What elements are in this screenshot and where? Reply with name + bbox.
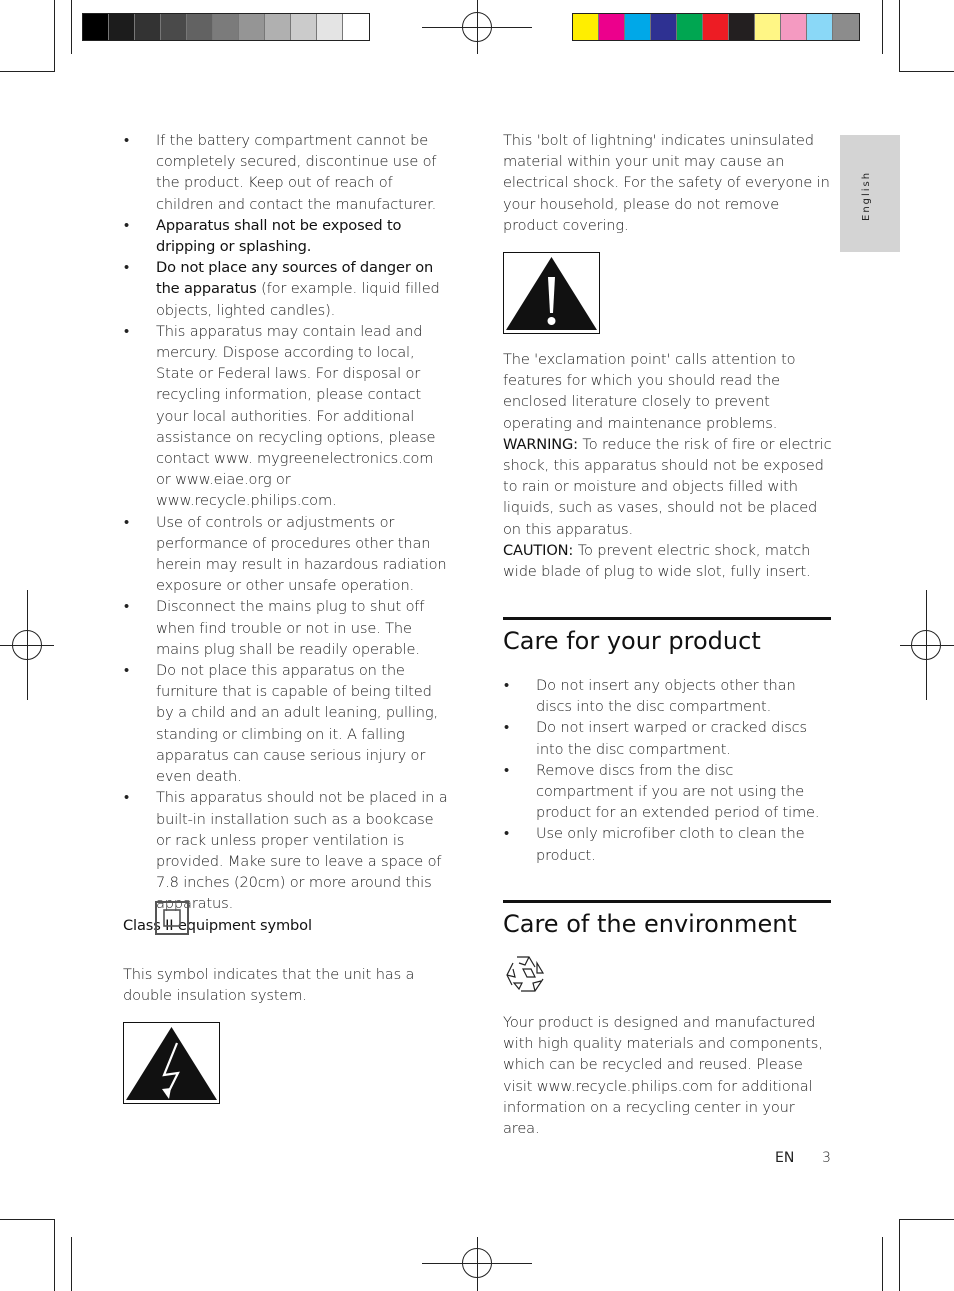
color-bar xyxy=(572,13,860,41)
color-swatch xyxy=(807,14,833,40)
color-swatch xyxy=(317,14,343,40)
lightning-warning-icon xyxy=(123,1022,220,1104)
color-swatch xyxy=(755,14,781,40)
color-swatch xyxy=(781,14,807,40)
safety-bullet xyxy=(123,787,449,914)
language-tab xyxy=(840,135,900,252)
safety-bullet xyxy=(123,660,449,787)
caution-label: CAUTION: xyxy=(503,541,574,559)
care-bullet: • Do not insert any objects other than discs into the disc compartment. xyxy=(503,675,835,717)
exclamation-warning-icon xyxy=(503,252,600,334)
page-number: 3 xyxy=(822,1150,831,1166)
recycle-icon xyxy=(503,951,549,997)
care-environment-text: Your product is designed and manufactured with high quality materials and components, which can be recycled and reused. Please visit www.recycle.philips.com for additional information on a recycling center in your area. xyxy=(503,1014,823,1138)
safety-bullet-text: (for example. liquid filled objects, lighted candles). xyxy=(156,280,440,319)
lightning-text: This 'bolt of lightning' indicates uninsulated material within your unit may cause an electrical shock. For the safety of everyone in your household, please do not remove product covering. xyxy=(503,132,830,234)
footer-language: EN xyxy=(775,1150,795,1166)
color-swatch xyxy=(265,14,291,40)
class2-text: This symbol indicates that the unit has a double insulation system. xyxy=(123,966,415,1005)
warning-text: To reduce the risk of fire or electric shock, this apparatus should not be exposed to rain or moisture and objects filled with liquids, such as vases, should not be placed on this apparatus. xyxy=(503,435,832,538)
class2-heading: Class II equipment symbol xyxy=(123,916,312,934)
safety-bullet-text: This apparatus may contain lead and mercury. Dispose according to local, State or Federal laws. For disposal or recycling information, please contact your local authorities. For additional assistance on recycling options, please contact www. mygreenelectronics.com or www.eiae.org or www.recycle.philips.com. xyxy=(156,322,436,510)
color-swatch xyxy=(239,14,265,40)
color-swatch xyxy=(729,14,755,40)
exclamation-text: The 'exclamation point' calls attention to features for which you should read the enclosed literature closely to prevent operating and maintenance problems. xyxy=(503,351,796,432)
safety-bullet-text: If the battery compartment cannot be completely secured, discontinue use of the product. Keep out of reach of children and contact the manufacturer. xyxy=(156,132,437,213)
warnings-block xyxy=(503,349,835,582)
warning-paragraph xyxy=(503,434,835,540)
color-swatch xyxy=(573,14,599,40)
color-swatch xyxy=(83,14,109,40)
color-swatch xyxy=(677,14,703,40)
color-swatch xyxy=(343,14,369,40)
color-swatch xyxy=(109,14,135,40)
safety-bullet xyxy=(123,257,449,321)
color-swatch xyxy=(625,14,651,40)
care-environment-heading: Care of the environment xyxy=(503,900,831,939)
care-product-heading: Care for your product xyxy=(503,617,831,656)
safety-bullet xyxy=(123,321,449,512)
safety-bullet-text: Use of controls or adjustments or performance of procedures other than herein may result in hazardous radiation exposure or other unsafe operation. xyxy=(156,513,447,595)
safety-bullet xyxy=(123,512,449,597)
color-swatch xyxy=(291,14,317,40)
caution-text: To prevent electric shock, match wide blade of plug to wide slot, fully insert. xyxy=(503,541,811,581)
safety-bullet xyxy=(123,130,449,215)
language-tab-label: English xyxy=(861,170,872,221)
safety-bullet xyxy=(123,596,449,660)
class2-description xyxy=(123,964,453,1006)
color-swatch xyxy=(187,14,213,40)
care-product-bullet-list xyxy=(503,675,835,866)
care-bullet: • Remove discs from the disc compartment if you are not using the product for an extended period of time. xyxy=(503,760,835,824)
color-swatch xyxy=(135,14,161,40)
color-swatch xyxy=(599,14,625,40)
color-swatch xyxy=(833,14,859,40)
lightning-description xyxy=(503,130,833,236)
safety-bullet-text: This apparatus should not be placed in a built-in installation such as a bookcase or rack unless proper ventilation is provided. Make sure to leave a space of 7.8 inches (20cm) or more around this apparatus. xyxy=(156,789,448,913)
color-swatch xyxy=(213,14,239,40)
left-column xyxy=(123,130,449,936)
grayscale-bar xyxy=(82,13,370,41)
safety-bullet xyxy=(123,215,449,257)
warning-label: WARNING: xyxy=(503,435,578,453)
safety-bullet-list xyxy=(123,130,449,915)
care-bullet: • Use only microfiber cloth to clean the product. xyxy=(503,823,835,865)
color-swatch xyxy=(651,14,677,40)
color-swatch xyxy=(161,14,187,40)
safety-bullet-bold: Do not place any sources of danger on the apparatus xyxy=(156,259,434,298)
safety-bullet-bold: Apparatus shall not be exposed to dripping or splashing. xyxy=(156,216,402,256)
care-environment-section xyxy=(503,1012,835,1139)
care-product-section xyxy=(503,675,835,866)
caution-paragraph xyxy=(503,540,835,582)
safety-bullet-text: Disconnect the mains plug to shut off when find trouble or not in use. The mains plug shall be readily operable. xyxy=(156,598,425,658)
care-bullet: • Do not insert warped or cracked discs into the disc compartment. xyxy=(503,717,835,759)
class2-double-square-icon xyxy=(155,901,189,935)
safety-bullet-text: Do not place this apparatus on the furniture that is capable of being tilted by a child and an adult leaning, pulling, standing or climbing on it. A falling apparatus can cause serious injury or even death. xyxy=(156,662,438,786)
color-swatch xyxy=(703,14,729,40)
